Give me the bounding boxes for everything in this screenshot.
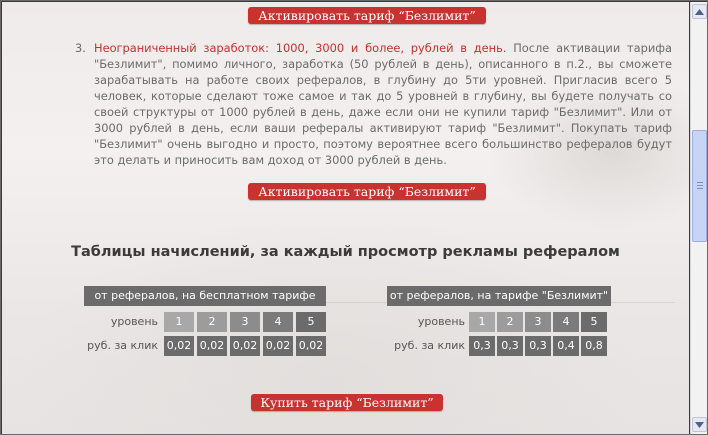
scroll-thumb[interactable] [692,130,707,242]
grip-icon [697,188,703,189]
tables-heading: Таблицы начислений, за каждый просмотр рекламы рефералом [71,244,620,260]
level-cell: 1 [164,312,194,332]
rate-cell: 0,02 [230,336,260,356]
rate-cell: 0,3 [469,336,495,356]
rate-cell: 0,02 [164,336,194,356]
level-cell: 3 [525,312,551,332]
free-tariff-table [84,286,326,356]
level-cell: 2 [497,312,523,332]
rate-cell: 0,02 [197,336,227,356]
triangle-up-icon [695,9,704,15]
level-cell: 1 [469,312,495,332]
buy-tariff-button[interactable]: Купить тариф “Безлимит” [251,394,443,411]
benefit-item-3 [75,40,672,168]
item-body: После активации тарифа "Безлимит", помимо личного, заработка (50 рублей в день), описанного в п.2., вы сможете зарабатывать на работе своих рефералов, в глубину до 5ти уровней. Пригласив всего 5 человек, которые сделают тоже самое и так до 5 уровней в глубину, вы будете получать со своей структуры от 1000 рублей в день, даже если они не купили тариф "Безлимит". Или от 3000 рублей в день, если ваши рефералы активируют тариф "Безлимит". Покупать тариф "Безлимит" очень выгодно и просто, поэтому вероятнее всего большинство рефералов будут это делать и приносить вам доход от 3000 рублей в день. [94,41,672,167]
grip-icon [697,185,703,186]
rate-cell: 0,3 [525,336,551,356]
scroll-up-button[interactable] [692,4,707,19]
activate-tariff-button-top[interactable]: Активировать тариф “Безлимит” [248,7,486,24]
rate-cell: 0,4 [553,336,579,356]
item-text [94,40,672,168]
table-header: от рефералов, на бесплатном тарифе [84,286,326,306]
level-row-label: уровень [110,315,158,328]
level-cell: 4 [553,312,579,332]
rate-cell: 0,02 [263,336,293,356]
rate-cell: 0,8 [581,336,607,356]
level-row-label: уровень [417,315,465,328]
vertical-scrollbar[interactable] [690,2,708,435]
rate-cell: 0,3 [497,336,523,356]
activate-tariff-button-middle[interactable]: Активировать тариф “Безлимит” [248,183,486,200]
table-header: от рефералов, на тарифе "Безлимит" [387,286,611,306]
level-cell: 2 [197,312,227,332]
rate-row-label: руб. за клик [87,339,158,352]
item-number: 3. [75,41,86,55]
level-cell: 5 [581,312,607,332]
level-cell: 4 [263,312,293,332]
triangle-down-icon [695,422,704,428]
unlimited-tariff-table [387,286,611,356]
rate-row-label: руб. за клик [394,339,465,352]
item-highlight: Неограниченный заработок: 1000, 3000 и более, рублей в день. [94,41,507,55]
rate-cell: 0,02 [296,336,326,356]
scroll-down-button[interactable] [692,417,707,432]
page-content [2,2,689,435]
grip-icon [697,182,703,183]
level-cell: 5 [296,312,326,332]
level-cell: 3 [230,312,260,332]
